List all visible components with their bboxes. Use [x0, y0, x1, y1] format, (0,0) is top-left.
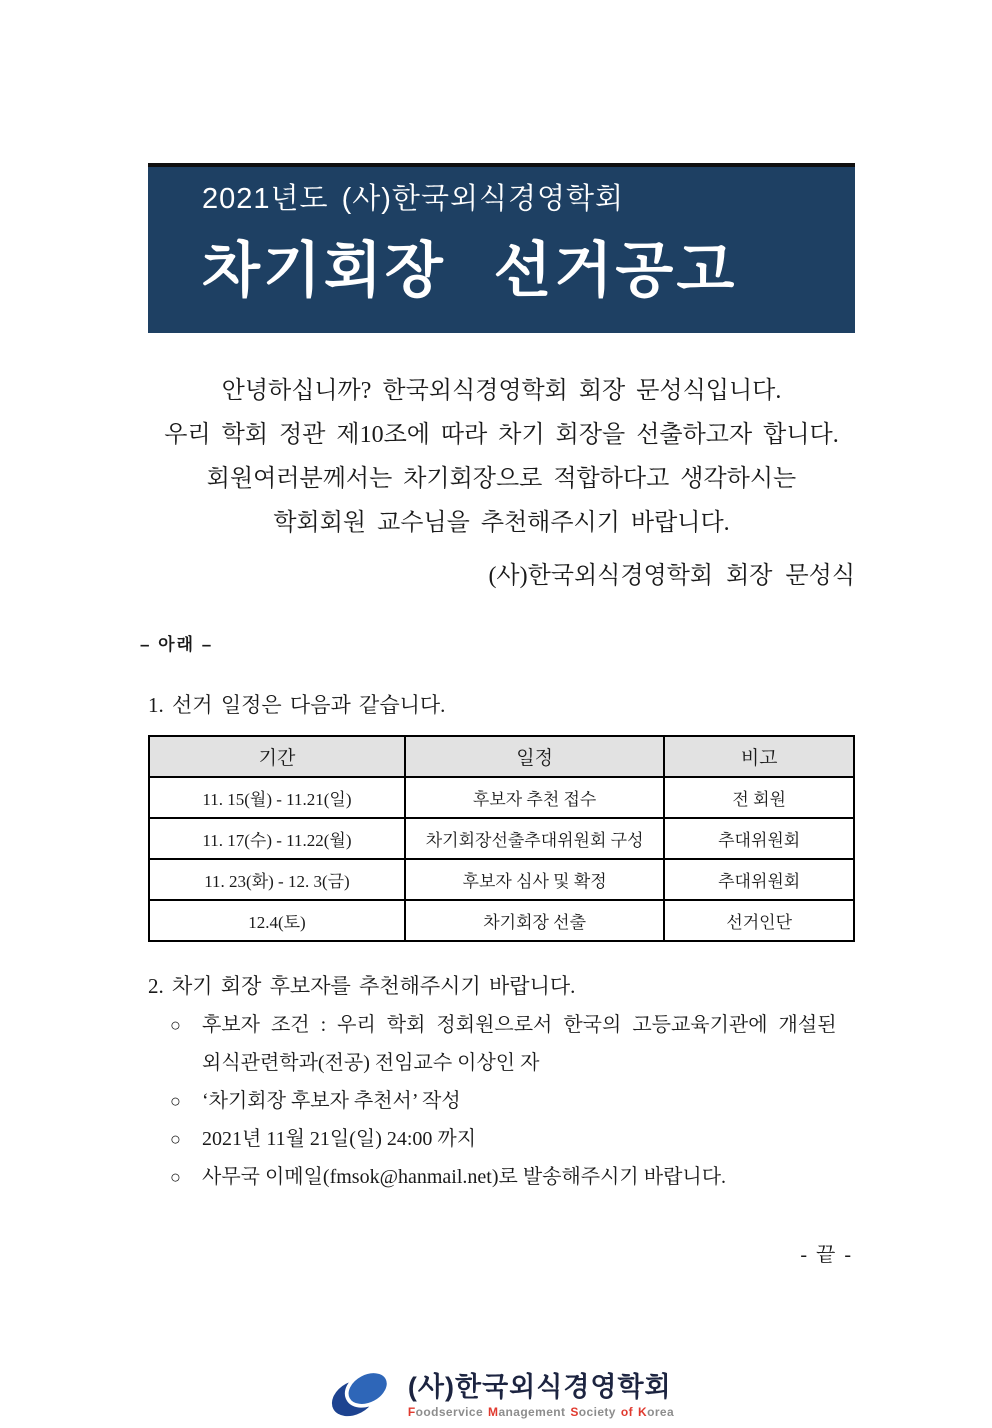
col-schedule-header: 일정 — [405, 736, 664, 777]
recommendation-bullet-list — [170, 1006, 855, 1196]
table-cell-period: 11. 15(월) - 11.21(일) — [149, 777, 405, 818]
table-row — [149, 777, 854, 818]
circle-bullet-icon: ○ — [170, 1091, 181, 1111]
schedule-table — [148, 735, 855, 942]
table-cell-note: 추대위원회 — [664, 818, 854, 859]
recommendation-section-heading: 2. 차기 회장 후보자를 추천해주시기 바랍니다. — [148, 974, 576, 998]
table-row — [149, 818, 854, 859]
table-cell-note: 선거인단 — [664, 900, 854, 941]
banner-title: 차기회장 선거공고 — [202, 237, 738, 304]
title-banner — [148, 163, 855, 333]
table-cell-schedule: 차기회장선출추대위원회 구성 — [405, 818, 664, 859]
greeting-line: 회원여러분께서는 차기회장으로 적합하다고 생각하시는 — [206, 466, 797, 492]
logo-mark-icon — [324, 1363, 398, 1428]
logo-text-block — [408, 1372, 679, 1419]
table-row — [149, 859, 854, 900]
table-header-row — [149, 736, 854, 777]
bullet-item-recommendation-form — [170, 1082, 855, 1120]
bullet-text: 사무국 이메일(fmsok@hanmail.net)로 발송해주시기 바랍니다. — [202, 1166, 727, 1188]
greeting-line: 우리 학회 정관 제10조에 따라 차기 회장을 선출하고자 합니다. — [164, 422, 839, 448]
bullet-text: 후보자 조건 : 우리 학회 정회원으로서 한국의 고등교육기관에 개설된 — [202, 1014, 837, 1036]
table-cell-schedule: 후보자 심사 및 확정 — [405, 859, 664, 900]
table-row — [149, 900, 854, 941]
bullet-item-candidate-condition — [170, 1006, 855, 1082]
bullet-text: 2021년 11월 21일(일) 24:00 까지 — [202, 1128, 477, 1150]
circle-bullet-icon: ○ — [170, 1167, 181, 1187]
table-cell-note: 전 회원 — [664, 777, 854, 818]
table-cell-period: 12.4(토) — [149, 900, 405, 941]
col-period-header: 기간 — [149, 736, 405, 777]
bullet-item-deadline — [170, 1120, 855, 1158]
col-note-header: 비고 — [664, 736, 854, 777]
greeting-paragraph — [148, 369, 855, 545]
table-cell-period: 11. 17(수) - 11.22(월) — [149, 818, 405, 859]
greeting-line: 학회회원 교수님을 추천해주시기 바랍니다. — [273, 510, 730, 536]
table-cell-schedule: 차기회장 선출 — [405, 900, 664, 941]
org-name-english: Foodservice Management Society of Korea — [407, 1405, 675, 1419]
table-cell-period: 11. 23(화) - 12. 3(금) — [149, 859, 405, 900]
bullet-text: ‘차기회장 후보자 추천서’ 작성 — [202, 1090, 461, 1112]
end-label: - 끝 - — [800, 1244, 851, 1266]
organization-logo — [148, 1363, 855, 1428]
table-cell-note: 추대위원회 — [664, 859, 854, 900]
signature-line: (사)한국외식경영학회 회장 문성식 — [488, 563, 855, 589]
banner-subtitle: 2021년도 (사)한국외식경영학회 — [202, 183, 625, 215]
greeting-line: 안녕하십니까? 한국외식경영학회 회장 문성식입니다. — [221, 378, 782, 404]
org-name-korean: (사)한국외식경영학회 — [407, 1372, 672, 1402]
table-cell-schedule: 후보자 추천 접수 — [405, 777, 664, 818]
schedule-section-heading: 1. 선거 일정은 다음과 같습니다. — [148, 693, 446, 717]
bullet-item-email-submission — [170, 1158, 855, 1196]
below-divider-label: – 아래 – — [140, 635, 214, 654]
circle-bullet-icon: ○ — [170, 1129, 181, 1149]
bullet-text-continuation: 외식관련학과(전공) 전임교수 이상인 자 — [202, 1052, 540, 1074]
circle-bullet-icon: ○ — [170, 1015, 181, 1035]
